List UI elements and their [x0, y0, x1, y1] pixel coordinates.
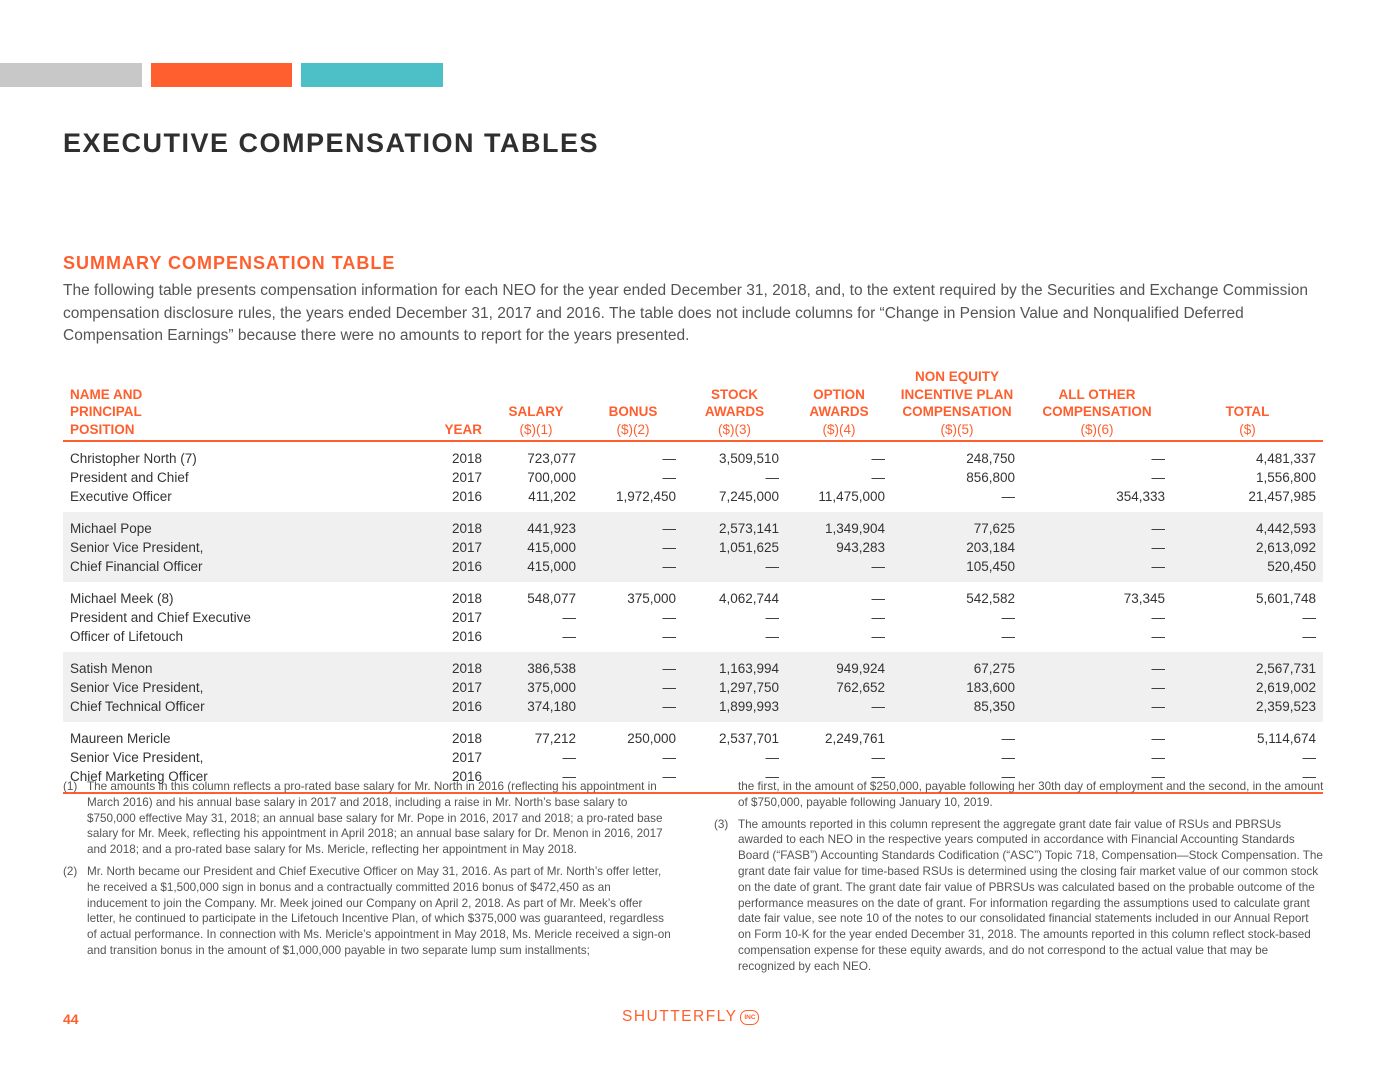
footnote-3: (3) The amounts reported in this column represent the aggregate grant date fair value of RSUs and PBRSUs awarded to each NEO in the respective years computed in accordance with Financial Accounting Standards Board (“FASB”) Accounting Standards Codification (“ASC”) Topic 718, Compensation—Stock Compensation. The grant date fair value for time-based RSUs is determined using the closing fair market value of our common stock on the date of grant. The grant date fair value of PBRSUs was calculated based on the probable outcome of the performance measures on the date of grant. For information regarding the assumptions used to calculate grant date fair value, see note 10 of the notes to our consolidated financial statements included in our Annual Report on Form 10-K for the year ended December 31, 2018. The amounts reported in this column reflect stock-based compensation expense for these equity awards, and do not correspond to the actual value that may be recognized by each NEO.	[714, 817, 1323, 973]
cell-all-other: —	[1151, 750, 1165, 765]
shutterfly-logo	[622, 1008, 759, 1026]
cell-all-other: 354,333	[1116, 489, 1165, 504]
table-row	[63, 608, 1323, 627]
table-row	[63, 748, 1323, 767]
cell-total: —	[1302, 750, 1316, 765]
cell-total: —	[1302, 629, 1316, 644]
cell-non-equity: 542,582	[966, 591, 1015, 606]
cell-option-awards: 11,475,000	[818, 489, 885, 504]
cell-non-equity: 248,750	[966, 451, 1015, 466]
cell-all-other: —	[1151, 769, 1165, 784]
cell-option-awards: —	[786, 557, 892, 582]
cell-non-equity: 203,184	[892, 538, 1022, 557]
cell-stock-awards: 2,537,701	[718, 731, 779, 746]
footnotes-right-column	[714, 779, 1324, 981]
cell-name: Michael Pope	[63, 512, 363, 538]
cell-salary: 441,923	[489, 512, 583, 538]
cell-year: 2018	[451, 591, 482, 606]
table-row	[63, 627, 1323, 652]
cell-total: 4,442,593	[1172, 512, 1323, 538]
cell-year: 2017	[451, 610, 482, 625]
cell-year: 2017	[363, 678, 489, 697]
header-year: YEAR	[444, 421, 482, 437]
table-row	[63, 441, 1323, 468]
cell-year: 2017	[451, 470, 482, 485]
accent-bar-gray	[0, 63, 142, 87]
cell-option-awards: 1,349,904	[786, 512, 892, 538]
footnote-1: (1) The amounts in this column reflects a pro-rated base salary for Mr. North in 2016 (reflecting his appointment in March 2016) and his annual base salary in 2017 and 2018, including a raise in Mr. North’s base salary to $750,000 effective May 31, 2018; an annual base salary for Mr. Pope in 2016, 2017 and 2018; a pro-rated base salary for Mr. Meek, reflecting his appointment in April 2018; an annual base salary for Dr. Menon in 2016, 2017 and 2018; and a pro-rated base salary for Ms. Mericle, reflecting her appointment in May 2018.	[63, 780, 663, 857]
cell-option-awards: 943,283	[786, 538, 892, 557]
cell-salary: 415,000	[489, 538, 583, 557]
header-stock-awards: STOCK AWARDS ($)(3)	[704, 386, 765, 437]
cell-total: 2,619,002	[1172, 678, 1323, 697]
cell-non-equity: —	[1001, 489, 1015, 504]
header-total: TOTAL ($)	[1225, 404, 1270, 437]
cell-salary: 723,077	[527, 451, 576, 466]
cell-year: 2016	[363, 697, 489, 722]
logo-badge: INC	[740, 1010, 759, 1025]
logo-text: SHUTTERFLY	[622, 1008, 738, 1025]
header-non-equity: NON EQUITY INCENTIVE PLAN COMPENSATION ($)(5)	[900, 369, 1014, 437]
cell-stock-awards: 1,297,750	[683, 678, 786, 697]
cell-all-other: —	[1022, 652, 1172, 678]
table-row	[63, 722, 1323, 748]
cell-total: 1,556,800	[1255, 470, 1316, 485]
footnotes-left-column	[63, 779, 673, 965]
table-row	[63, 678, 1323, 697]
cell-non-equity: —	[1001, 610, 1015, 625]
cell-all-other: —	[1151, 610, 1165, 625]
cell-salary: 375,000	[489, 678, 583, 697]
table-row	[63, 468, 1323, 487]
cell-option-awards: 2,249,761	[824, 731, 885, 746]
cell-all-other: —	[1022, 697, 1172, 722]
cell-salary: 374,180	[489, 697, 583, 722]
cell-all-other: —	[1151, 470, 1165, 485]
cell-year: 2018	[451, 731, 482, 746]
header-name: NAME AND PRINCIPAL POSITION	[70, 386, 143, 437]
cell-option-awards: 762,652	[786, 678, 892, 697]
cell-stock-awards: 3,509,510	[718, 451, 779, 466]
cell-all-other: —	[1022, 512, 1172, 538]
summary-compensation-table	[63, 368, 1323, 794]
intro-paragraph: The following table presents compensation information for each NEO for the year ended December 31, 2018, and, to the extent required by the Securities and Exchange Commission compensation disclosure rules, the years ended December 31, 2017 and 2016. The table does not include columns for “Change in Pension Value and Nonqualified Deferred Compensation Earnings” because there were no amounts to report for the years presented.	[63, 282, 1309, 344]
cell-all-other: —	[1022, 678, 1172, 697]
table-row	[63, 652, 1323, 678]
table-row	[63, 697, 1323, 722]
cell-salary: —	[562, 629, 576, 644]
executive-group	[63, 582, 1323, 652]
page-title: EXECUTIVE COMPENSATION TABLES	[63, 128, 600, 158]
cell-bonus: —	[662, 750, 676, 765]
cell-year: 2016	[451, 629, 482, 644]
cell-total: 5,601,748	[1255, 591, 1316, 606]
cell-bonus: —	[662, 629, 676, 644]
cell-total: 21,457,985	[1248, 489, 1316, 504]
cell-total: 2,567,731	[1172, 652, 1323, 678]
cell-option-awards: —	[871, 629, 885, 644]
table-row	[63, 538, 1323, 557]
cell-salary: 548,077	[527, 591, 576, 606]
cell-total: 5,114,674	[1256, 731, 1316, 746]
cell-non-equity: 105,450	[892, 557, 1022, 582]
cell-non-equity: 77,625	[892, 512, 1022, 538]
cell-stock-awards: 4,062,744	[718, 591, 779, 606]
cell-bonus: —	[583, 538, 683, 557]
cell-name: Chief Financial Officer	[63, 557, 363, 582]
cell-bonus: 250,000	[627, 731, 676, 746]
table-row	[63, 487, 1323, 512]
cell-bonus: —	[662, 610, 676, 625]
cell-name: Senior Vice President,	[70, 750, 204, 765]
cell-year: 2018	[451, 451, 482, 466]
cell-name: Christopher North (7)	[70, 451, 197, 466]
cell-salary: —	[562, 769, 576, 784]
cell-year: 2016	[363, 557, 489, 582]
cell-salary: 700,000	[527, 470, 576, 485]
cell-name: Executive Officer	[70, 489, 172, 504]
section-title: SUMMARY COMPENSATION TABLE	[63, 253, 396, 273]
accent-bar-orange	[151, 63, 292, 87]
page-number: 44	[63, 1011, 79, 1027]
header-all-other: ALL OTHER COMPENSATION ($)(6)	[1042, 386, 1152, 437]
cell-total: 2,359,523	[1172, 697, 1323, 722]
header-option-awards: OPTION AWARDS ($)(4)	[809, 386, 869, 437]
cell-bonus: 1,972,450	[615, 489, 676, 504]
cell-stock-awards: —	[683, 557, 786, 582]
cell-non-equity: 183,600	[892, 678, 1022, 697]
cell-name: President and Chief Executive	[70, 610, 251, 625]
cell-non-equity: —	[1001, 731, 1015, 746]
cell-stock-awards: 7,245,000	[718, 489, 779, 504]
cell-stock-awards: —	[765, 610, 779, 625]
cell-non-equity: —	[1001, 750, 1015, 765]
cell-option-awards: —	[871, 470, 885, 485]
cell-name: Senior Vice President,	[63, 538, 363, 557]
executive-group	[63, 441, 1323, 512]
cell-non-equity: 856,800	[966, 470, 1015, 485]
table-row	[63, 582, 1323, 608]
cell-all-other: —	[1151, 451, 1165, 466]
cell-option-awards: —	[871, 451, 885, 466]
cell-option-awards: —	[786, 697, 892, 722]
cell-salary: 386,538	[489, 652, 583, 678]
cell-name: Satish Menon	[63, 652, 363, 678]
cell-bonus: —	[583, 678, 683, 697]
cell-bonus: —	[662, 769, 676, 784]
cell-year: 2016	[451, 769, 482, 784]
cell-name: Michael Meek (8)	[70, 591, 174, 606]
cell-option-awards: —	[871, 610, 885, 625]
cell-all-other: —	[1022, 557, 1172, 582]
table-row	[63, 557, 1323, 582]
cell-all-other: —	[1151, 731, 1165, 746]
executive-group	[63, 652, 1323, 722]
cell-bonus: —	[662, 470, 676, 485]
cell-salary: 77,212	[534, 731, 576, 746]
cell-stock-awards: 2,573,141	[683, 512, 786, 538]
cell-stock-awards: —	[765, 750, 779, 765]
cell-stock-awards: —	[765, 769, 779, 784]
cell-all-other: —	[1022, 538, 1172, 557]
cell-year: 2018	[363, 652, 489, 678]
executive-group	[63, 512, 1323, 582]
cell-salary: —	[562, 750, 576, 765]
cell-non-equity: —	[1001, 629, 1015, 644]
cell-non-equity: 85,350	[892, 697, 1022, 722]
cell-option-awards: —	[871, 750, 885, 765]
cell-stock-awards: 1,051,625	[683, 538, 786, 557]
table-header-row	[63, 368, 1323, 441]
cell-salary: 411,202	[528, 489, 576, 504]
cell-all-other: —	[1151, 629, 1165, 644]
cell-stock-awards: 1,163,994	[683, 652, 786, 678]
cell-bonus: 375,000	[627, 591, 676, 606]
footnote-2-continued: the first, in the amount of $250,000, payable following her 30th day of employment and the second, in the amount of $750,000, payable following January 10, 2019.	[738, 780, 1324, 809]
cell-bonus: —	[662, 451, 676, 466]
cell-year: 2018	[363, 512, 489, 538]
cell-year: 2017	[363, 538, 489, 557]
cell-year: 2017	[451, 750, 482, 765]
cell-stock-awards: —	[765, 470, 779, 485]
cell-salary: 415,000	[489, 557, 583, 582]
cell-non-equity: 67,275	[892, 652, 1022, 678]
cell-all-other: 73,345	[1123, 591, 1165, 606]
cell-total: —	[1302, 610, 1316, 625]
header-salary: SALARY ($)(1)	[508, 404, 564, 437]
accent-bar-teal	[301, 63, 443, 87]
cell-salary: —	[562, 610, 576, 625]
cell-total: 520,450	[1172, 557, 1323, 582]
cell-stock-awards: —	[765, 629, 779, 644]
header-bonus: BONUS ($)(2)	[608, 404, 658, 437]
cell-non-equity: —	[1001, 769, 1015, 784]
cell-option-awards: —	[871, 769, 885, 784]
cell-name: Officer of Lifetouch	[70, 629, 184, 644]
cell-name: Senior Vice President,	[63, 678, 363, 697]
cell-name: President and Chief	[70, 470, 189, 485]
cell-bonus: —	[583, 652, 683, 678]
cell-year: 2016	[451, 489, 482, 504]
cell-name: Chief Marketing Officer	[70, 769, 208, 784]
cell-option-awards: 949,924	[786, 652, 892, 678]
cell-total: 4,481,337	[1255, 451, 1316, 466]
cell-bonus: —	[583, 557, 683, 582]
table-row	[63, 512, 1323, 538]
footnote-2: (2) Mr. North became our President and Chief Executive Officer on May 31, 2016. As part of Mr. North’s offer letter, he received a $1,500,000 sign in bonus and a contractually committed 2016 bonus of $472,450 as an inducement to join the Company. Mr. Meek joined our Company on April 2, 2018. As part of Mr. Meek’s offer letter, he continued to participate in the Lifetouch Incentive Plan, of which $375,000 was guaranteed, regardless of actual performance. In connection with Ms. Mericle’s appointment in May 2018, Ms. Mericle received a sign-on and transition bonus in the amount of $1,000,000 payable in two separate lump sum installments;	[63, 864, 671, 957]
cell-name: Maureen Mericle	[70, 731, 171, 746]
cell-name: Chief Technical Officer	[63, 697, 363, 722]
cell-option-awards: —	[871, 591, 885, 606]
cell-bonus: —	[583, 512, 683, 538]
cell-stock-awards: 1,899,993	[683, 697, 786, 722]
cell-total: 2,613,092	[1172, 538, 1323, 557]
cell-total: —	[1302, 769, 1316, 784]
cell-bonus: —	[583, 697, 683, 722]
